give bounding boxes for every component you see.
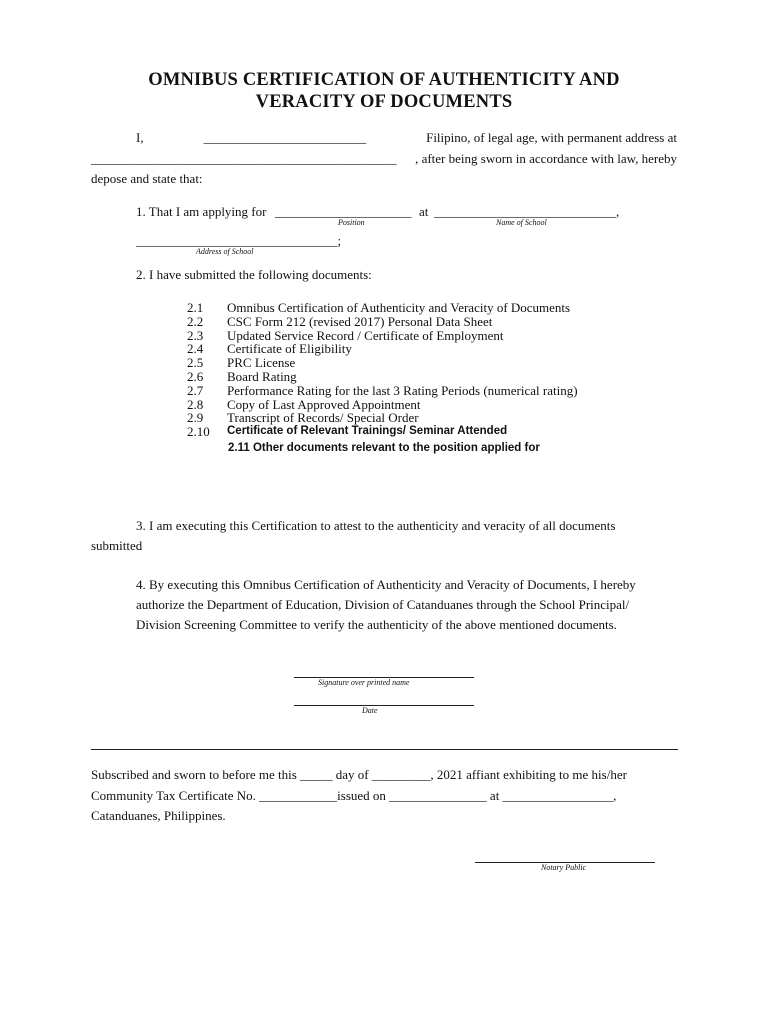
- item-4-line-1: 4. By executing this Omnibus Certification of Authenticity and Veracity of Documents, I hereby: [136, 577, 636, 592]
- date-caption: Date: [362, 706, 378, 715]
- sworn-line-2: Community Tax Certificate No. ____________issued on _______________ at _________________,: [91, 788, 617, 803]
- item-3-line-1: 3. I am executing this Certification to attest to the authenticity and veracity of all documents: [136, 518, 616, 533]
- section-divider: [91, 749, 678, 750]
- intro-line-2: [91, 151, 677, 167]
- school-name-blank[interactable]: ____________________________,: [434, 204, 620, 219]
- sworn-line-1: Subscribed and sworn to before me this _____ day of _________, 2021 affiant exhibiting to me his/her: [91, 767, 627, 782]
- signature-caption: Signature over printed name: [318, 678, 410, 687]
- intro-filipino-text: Filipino, of legal age, with permanent address at: [426, 130, 677, 145]
- intro-sworn-text: , after being sworn in accordance with law, hereby: [415, 151, 677, 166]
- intro-line-3: depose and state that:: [91, 171, 203, 186]
- address-blank[interactable]: _______________________________________________: [91, 151, 397, 166]
- position-blank[interactable]: _____________________: [275, 204, 412, 219]
- position-caption: Position: [338, 218, 365, 227]
- school-address-caption: Address of School: [196, 247, 254, 256]
- intro-line-1: [136, 130, 677, 146]
- document-title-line-2: VERACITY OF DOCUMENTS: [255, 92, 513, 112]
- item-1-at: at: [419, 204, 429, 219]
- name-blank[interactable]: _________________________: [203, 130, 367, 145]
- item-4-line-2: authorize the Department of Education, Division of Catanduanes through the School Principal/: [136, 597, 630, 612]
- notary-caption: Notary Public: [541, 863, 587, 872]
- item-4-line-3: Division Screening Committee to verify the authenticity of the above mentioned documents.: [136, 617, 617, 632]
- document-title-line-1: OMNIBUS CERTIFICATION OF AUTHENTICITY AND: [148, 70, 620, 90]
- list-item-2-11: 2.11 Other documents relevant to the position applied for: [228, 442, 540, 454]
- date-line[interactable]: [294, 705, 474, 706]
- school-address-blank[interactable]: _______________________________;: [136, 233, 342, 248]
- item-1-prefix: 1. That I am applying for: [136, 204, 267, 219]
- item-2-heading: 2. I have submitted the following documents:: [136, 267, 372, 282]
- sworn-line-3: Catanduanes, Philippines.: [91, 808, 226, 823]
- intro-i: I,: [136, 130, 144, 145]
- item-3-line-2: submitted: [91, 538, 143, 553]
- school-name-caption: Name of School: [496, 218, 547, 227]
